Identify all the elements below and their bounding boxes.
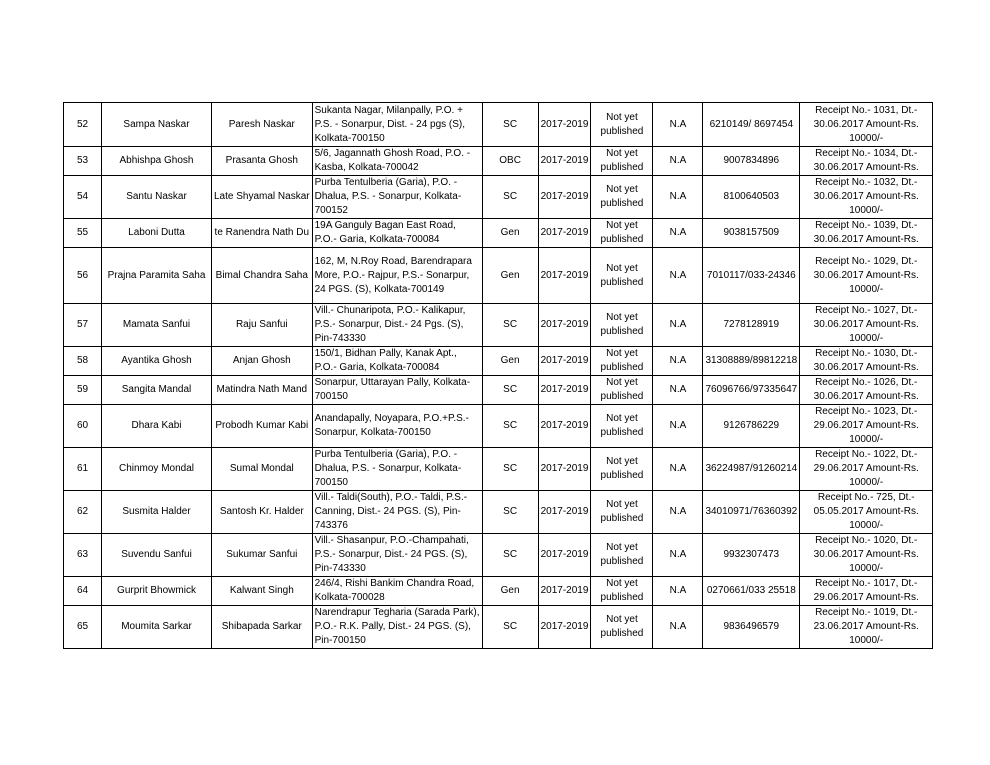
marks-cell: N.A — [653, 147, 703, 176]
student-name-cell: Chinmoy Mondal — [102, 448, 212, 491]
category-cell: SC — [482, 304, 538, 347]
phone-cell: 7010117/033-24346 — [703, 248, 800, 304]
marks-cell: N.A — [653, 448, 703, 491]
serial-no-cell: 57 — [64, 304, 102, 347]
category-cell: Gen — [482, 347, 538, 376]
session-cell: 2017-2019 — [538, 577, 591, 606]
student-name-cell: Dhara Kabi — [102, 405, 212, 448]
student-name-cell: Moumita Sarkar — [102, 606, 212, 649]
student-name-cell: Prajna Paramita Saha — [102, 248, 212, 304]
phone-cell: 9932307473 — [703, 534, 800, 577]
category-cell: Gen — [482, 577, 538, 606]
marks-cell: N.A — [653, 103, 703, 147]
table-row — [64, 147, 933, 176]
result-status-cell: Not yet published — [591, 176, 653, 219]
serial-no-cell: 59 — [64, 376, 102, 405]
fee-receipt-cell: Receipt No.- 1022, Dt.- 29.06.2017 Amount-Rs. 10000/- — [800, 448, 933, 491]
address-cell: 5/6, Jagannath Ghosh Road, P.O. - Kasba, Kolkata-700042 — [312, 147, 482, 176]
fee-receipt-cell: Receipt No.- 1019, Dt.- 23.06.2017 Amount-Rs. 10000/- — [800, 606, 933, 649]
guardian-name-cell: te Ranendra Nath Du — [212, 219, 313, 248]
roster-body — [64, 103, 933, 649]
category-cell: SC — [482, 405, 538, 448]
serial-no-cell: 56 — [64, 248, 102, 304]
guardian-name-cell: Sukumar Sanfui — [212, 534, 313, 577]
student-name-cell: Mamata Sanfui — [102, 304, 212, 347]
phone-cell: 8100640503 — [703, 176, 800, 219]
session-cell: 2017-2019 — [538, 347, 591, 376]
table-row — [64, 376, 933, 405]
session-cell: 2017-2019 — [538, 534, 591, 577]
result-status-cell: Not yet published — [591, 534, 653, 577]
guardian-name-cell: Kalwant Singh — [212, 577, 313, 606]
marks-cell: N.A — [653, 376, 703, 405]
serial-no-cell: 58 — [64, 347, 102, 376]
student-name-cell: Santu Naskar — [102, 176, 212, 219]
marks-cell: N.A — [653, 347, 703, 376]
table-row — [64, 491, 933, 534]
category-cell: OBC — [482, 147, 538, 176]
table-row — [64, 219, 933, 248]
fee-receipt-cell: Receipt No.- 1029, Dt.- 30.06.2017 Amount-Rs. 10000/- — [800, 248, 933, 304]
session-cell: 2017-2019 — [538, 606, 591, 649]
guardian-name-cell: Santosh Kr. Halder — [212, 491, 313, 534]
session-cell: 2017-2019 — [538, 219, 591, 248]
table-row — [64, 534, 933, 577]
table-row — [64, 577, 933, 606]
address-cell: 162, M, N.Roy Road, Barendrapara More, P.O.- Rajpur, P.S.- Sonarpur, 24 PGS. (S), Kolkata-700149 — [312, 248, 482, 304]
marks-cell: N.A — [653, 405, 703, 448]
phone-cell: 0270661/033 25518 — [703, 577, 800, 606]
category-cell: SC — [482, 491, 538, 534]
address-cell: Anandapally, Noyapara, P.O.+P.S.- Sonarpur, Kolkata-700150 — [312, 405, 482, 448]
guardian-name-cell: Anjan Ghosh — [212, 347, 313, 376]
fee-receipt-cell: Receipt No.- 1023, Dt.- 29.06.2017 Amount-Rs. 10000/- — [800, 405, 933, 448]
category-cell: SC — [482, 103, 538, 147]
serial-no-cell: 65 — [64, 606, 102, 649]
address-cell: Sonarpur, Uttarayan Pally, Kolkata-700150 — [312, 376, 482, 405]
address-cell: Vill.- Chunaripota, P.O.- Kalikapur, P.S.- Sonarpur, Dist.- 24 Pgs. (S), Pin-743330 — [312, 304, 482, 347]
address-cell: 19A Ganguly Bagan East Road, P.O.- Garia, Kolkata-700084 — [312, 219, 482, 248]
category-cell: Gen — [482, 248, 538, 304]
serial-no-cell: 62 — [64, 491, 102, 534]
category-cell: SC — [482, 376, 538, 405]
category-cell: SC — [482, 534, 538, 577]
address-cell: 150/1, Bidhan Pally, Kanak Apt., P.O.- Garia, Kolkata-700084 — [312, 347, 482, 376]
fee-receipt-cell: Receipt No.- 725, Dt.- 05.05.2017 Amount-Rs. 10000/- — [800, 491, 933, 534]
table-row — [64, 304, 933, 347]
address-cell: Purba Tentulberia (Garia), P.O. - Dhalua, P.S. - Sonarpur, Kolkata-700150 — [312, 448, 482, 491]
category-cell: Gen — [482, 219, 538, 248]
category-cell: SC — [482, 176, 538, 219]
marks-cell: N.A — [653, 534, 703, 577]
serial-no-cell: 64 — [64, 577, 102, 606]
guardian-name-cell: Shibapada Sarkar — [212, 606, 313, 649]
result-status-cell: Not yet published — [591, 448, 653, 491]
address-cell: Purba Tentulberia (Garia), P.O. - Dhalua, P.S. - Sonarpur, Kolkata-700152 — [312, 176, 482, 219]
phone-cell: 9038157509 — [703, 219, 800, 248]
session-cell: 2017-2019 — [538, 448, 591, 491]
student-name-cell: Suvendu Sanfui — [102, 534, 212, 577]
result-status-cell: Not yet published — [591, 347, 653, 376]
address-cell: Vill.- Shasanpur, P.O.-Champahati, P.S.- Sonarpur, Dist.- 24 PGS. (S), Pin-743330 — [312, 534, 482, 577]
table-row — [64, 103, 933, 147]
phone-cell: 9126786229 — [703, 405, 800, 448]
session-cell: 2017-2019 — [538, 376, 591, 405]
student-name-cell: Sangita Mandal — [102, 376, 212, 405]
serial-no-cell: 60 — [64, 405, 102, 448]
phone-cell: 31308889/89812218 — [703, 347, 800, 376]
fee-receipt-cell: Receipt No.- 1017, Dt.- 29.06.2017 Amount-Rs. — [800, 577, 933, 606]
marks-cell: N.A — [653, 219, 703, 248]
fee-receipt-cell: Receipt No.- 1026, Dt.- 30.06.2017 Amount-Rs. — [800, 376, 933, 405]
phone-cell: 7278128919 — [703, 304, 800, 347]
student-name-cell: Susmita Halder — [102, 491, 212, 534]
student-name-cell: Gurprit Bhowmick — [102, 577, 212, 606]
guardian-name-cell: Matindra Nath Mand — [212, 376, 313, 405]
marks-cell: N.A — [653, 248, 703, 304]
guardian-name-cell: Prasanta Ghosh — [212, 147, 313, 176]
marks-cell: N.A — [653, 606, 703, 649]
guardian-name-cell: Paresh Naskar — [212, 103, 313, 147]
phone-cell: 9836496579 — [703, 606, 800, 649]
serial-no-cell: 54 — [64, 176, 102, 219]
address-cell: Narendrapur Tegharia (Sarada Park), P.O.- R.K. Pally, Dist.- 24 PGS. (S), Pin-700150 — [312, 606, 482, 649]
session-cell: 2017-2019 — [538, 405, 591, 448]
guardian-name-cell: Raju Sanfui — [212, 304, 313, 347]
serial-no-cell: 63 — [64, 534, 102, 577]
serial-no-cell: 52 — [64, 103, 102, 147]
session-cell: 2017-2019 — [538, 147, 591, 176]
session-cell: 2017-2019 — [538, 103, 591, 147]
result-status-cell: Not yet published — [591, 103, 653, 147]
result-status-cell: Not yet published — [591, 147, 653, 176]
phone-cell: 36224987/91260214 — [703, 448, 800, 491]
session-cell: 2017-2019 — [538, 248, 591, 304]
guardian-name-cell: Late Shyamal Naskar — [212, 176, 313, 219]
marks-cell: N.A — [653, 491, 703, 534]
fee-receipt-cell: Receipt No.- 1039, Dt.- 30.06.2017 Amount-Rs. — [800, 219, 933, 248]
table-row — [64, 176, 933, 219]
session-cell: 2017-2019 — [538, 176, 591, 219]
marks-cell: N.A — [653, 304, 703, 347]
session-cell: 2017-2019 — [538, 491, 591, 534]
session-cell: 2017-2019 — [538, 304, 591, 347]
marks-cell: N.A — [653, 176, 703, 219]
result-status-cell: Not yet published — [591, 219, 653, 248]
marks-cell: N.A — [653, 577, 703, 606]
student-roster-table — [63, 102, 933, 649]
result-status-cell: Not yet published — [591, 606, 653, 649]
student-name-cell: Sampa Naskar — [102, 103, 212, 147]
result-status-cell: Not yet published — [591, 304, 653, 347]
phone-cell: 76096766/97335647 — [703, 376, 800, 405]
table-row — [64, 606, 933, 649]
table-row — [64, 405, 933, 448]
table-row — [64, 448, 933, 491]
fee-receipt-cell: Receipt No.- 1034, Dt.- 30.06.2017 Amount-Rs. — [800, 147, 933, 176]
phone-cell: 6210149/ 8697454 — [703, 103, 800, 147]
phone-cell: 9007834896 — [703, 147, 800, 176]
guardian-name-cell: Probodh Kumar Kabi — [212, 405, 313, 448]
result-status-cell: Not yet published — [591, 577, 653, 606]
fee-receipt-cell: Receipt No.- 1030, Dt.- 30.06.2017 Amount-Rs. — [800, 347, 933, 376]
guardian-name-cell: Sumal Mondal — [212, 448, 313, 491]
serial-no-cell: 61 — [64, 448, 102, 491]
table-row — [64, 248, 933, 304]
student-name-cell: Ayantika Ghosh — [102, 347, 212, 376]
table-row — [64, 347, 933, 376]
guardian-name-cell: Bimal Chandra Saha — [212, 248, 313, 304]
result-status-cell: Not yet published — [591, 248, 653, 304]
category-cell: SC — [482, 448, 538, 491]
fee-receipt-cell: Receipt No.- 1032, Dt.- 30.06.2017 Amount-Rs. 10000/- — [800, 176, 933, 219]
serial-no-cell: 55 — [64, 219, 102, 248]
student-name-cell: Laboni Dutta — [102, 219, 212, 248]
fee-receipt-cell: Receipt No.- 1027, Dt.- 30.06.2017 Amount-Rs. 10000/- — [800, 304, 933, 347]
result-status-cell: Not yet published — [591, 491, 653, 534]
address-cell: Vill.- Taldi(South), P.O.- Taldi, P.S.- Canning, Dist.- 24 PGS. (S), Pin-743376 — [312, 491, 482, 534]
result-status-cell: Not yet published — [591, 405, 653, 448]
student-name-cell: Abhishpa Ghosh — [102, 147, 212, 176]
phone-cell: 34010971/76360392 — [703, 491, 800, 534]
fee-receipt-cell: Receipt No.- 1020, Dt.- 30.06.2017 Amount-Rs. 10000/- — [800, 534, 933, 577]
fee-receipt-cell: Receipt No.- 1031, Dt.- 30.06.2017 Amount-Rs. 10000/- — [800, 103, 933, 147]
result-status-cell: Not yet published — [591, 376, 653, 405]
serial-no-cell: 53 — [64, 147, 102, 176]
address-cell: Sukanta Nagar, Milanpally, P.O. + P.S. - Sonarpur, Dist. - 24 pgs (S), Kolkata-700150 — [312, 103, 482, 147]
address-cell: 246/4, Rishi Bankim Chandra Road, Kolkata-700028 — [312, 577, 482, 606]
category-cell: SC — [482, 606, 538, 649]
